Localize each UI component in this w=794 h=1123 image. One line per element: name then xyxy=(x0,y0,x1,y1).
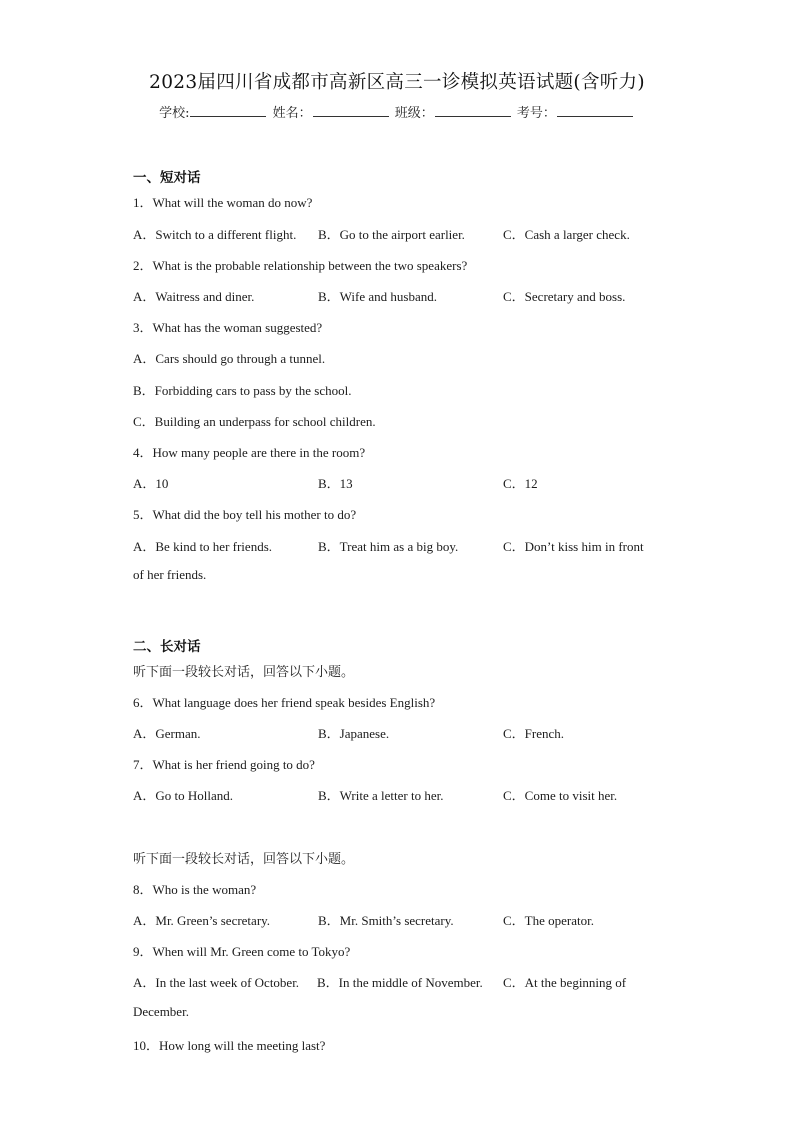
q9-option-a: A．In the last week of October. xyxy=(133,975,300,990)
q9-option-c: C．At the beginning of xyxy=(503,975,627,990)
question-9: 9．When will Mr. Green come to Tokyo? xyxy=(133,944,351,959)
exam-number-field xyxy=(517,102,635,121)
q4-option-a: A．10 xyxy=(133,476,169,491)
q5-option-b: B．Treat him as a big boy. xyxy=(318,539,459,554)
instruction-text-2: 听下面一段较长对话，回答以下小题。 xyxy=(133,852,355,867)
q1-option-c: C．Cash a larger check. xyxy=(503,227,630,242)
name-label: 姓名： xyxy=(272,106,312,121)
question-2: 2．What is the probable relationship between the two speakers? xyxy=(133,258,468,273)
question-4: 4．How many people are there in the room? xyxy=(133,445,366,460)
q1-option-b: B．Go to the airport earlier. xyxy=(318,227,465,242)
class-blank[interactable] xyxy=(435,104,511,117)
q9-option-b: B．In the middle of November. xyxy=(317,975,483,990)
q3-option-b: B．Forbidding cars to pass by the school. xyxy=(133,383,352,398)
q4-option-b: B．13 xyxy=(318,476,353,491)
q6-option-a: A．German. xyxy=(133,726,201,741)
name-field xyxy=(273,102,391,121)
q2-option-a: A．Waitress and diner. xyxy=(133,289,255,304)
name-blank[interactable] xyxy=(313,104,389,117)
q3-option-c: C．Building an underpass for school children. xyxy=(133,414,376,429)
exam-number-blank[interactable] xyxy=(557,104,633,117)
q6-option-b: B．Japanese. xyxy=(318,726,390,741)
q4-option-c: C．12 xyxy=(503,476,538,491)
q1-option-a: A．Switch to a different flight. xyxy=(133,227,297,242)
school-label: 学校: xyxy=(159,106,190,121)
q8-option-a: A．Mr. Green’s secretary. xyxy=(133,913,271,928)
q5-option-c-continued: of her friends. xyxy=(133,567,207,582)
q7-option-c: C．Come to visit her. xyxy=(503,788,618,803)
q8-option-c: C．The operator. xyxy=(503,913,594,928)
school-blank[interactable] xyxy=(190,104,266,117)
school-field xyxy=(159,102,268,121)
question-10: 10．How long will the meeting last? xyxy=(133,1038,326,1053)
student-info-row xyxy=(0,102,794,121)
question-3: 3．What has the woman suggested? xyxy=(133,320,323,335)
q9-option-c-continued: December. xyxy=(133,1004,189,1019)
q2-option-c: C．Secretary and boss. xyxy=(503,289,626,304)
question-7: 7．What is her friend going to do? xyxy=(133,757,315,772)
section-heading-short-dialogues: 一、短对话 xyxy=(133,170,201,186)
q8-option-b: B．Mr. Smith’s secretary. xyxy=(318,913,454,928)
q5-option-c: C．Don’t kiss him in front xyxy=(503,539,644,554)
q7-option-a: A．Go to Holland. xyxy=(133,788,234,803)
question-1: 1．What will the woman do now? xyxy=(133,195,313,210)
q5-option-a: A．Be kind to her friends. xyxy=(133,539,273,554)
section-heading-long-dialogues: 二、长对话 xyxy=(133,639,201,655)
q3-option-a: A．Cars should go through a tunnel. xyxy=(133,351,326,366)
question-6: 6．What language does her friend speak besides English? xyxy=(133,695,436,710)
exam-number-label: 考号： xyxy=(516,106,556,121)
question-5: 5．What did the boy tell his mother to do? xyxy=(133,507,357,522)
question-8: 8．Who is the woman? xyxy=(133,882,257,897)
class-field xyxy=(395,102,513,121)
class-label: 班级： xyxy=(394,106,434,121)
page-title: 2023届四川省成都市高新区高三一诊模拟英语试题(含听力) xyxy=(149,72,645,93)
q6-option-c: C．French. xyxy=(503,726,565,741)
q2-option-b: B．Wife and husband. xyxy=(318,289,437,304)
q7-option-b: B．Write a letter to her. xyxy=(318,788,444,803)
instruction-text-1: 听下面一段较长对话，回答以下小题。 xyxy=(133,665,355,680)
